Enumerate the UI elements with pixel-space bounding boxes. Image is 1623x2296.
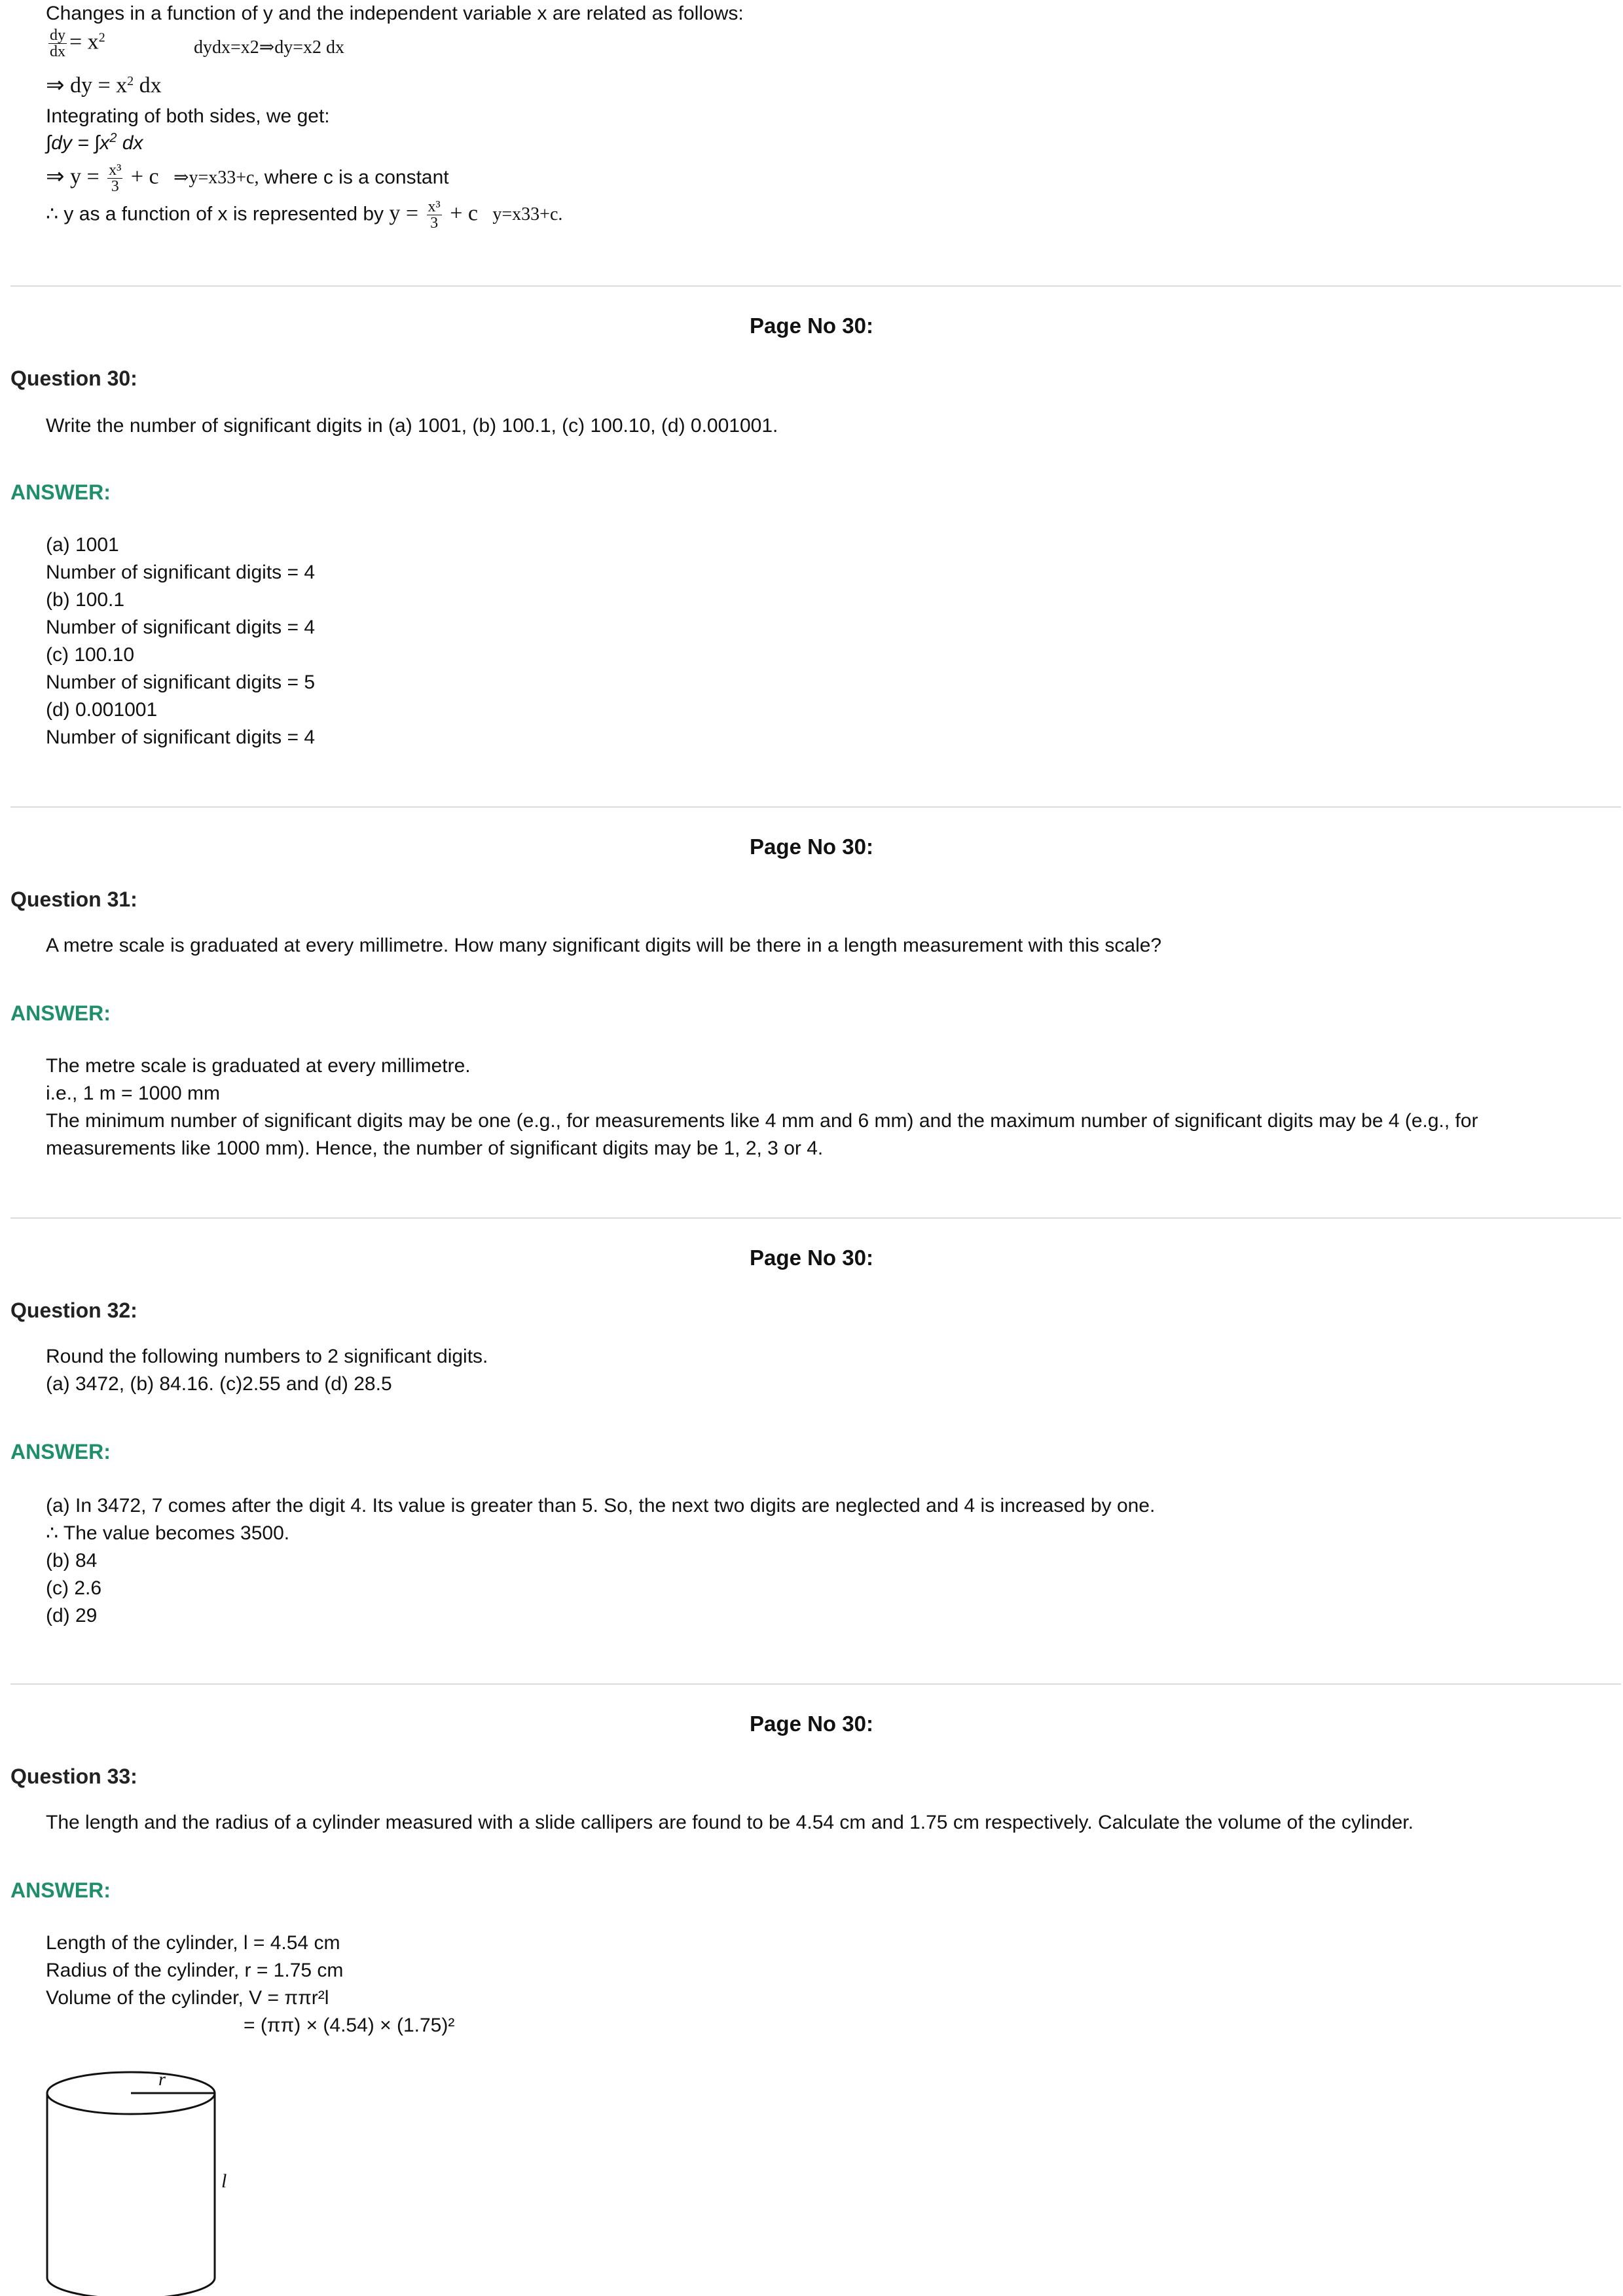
page-number: Page No 30: [750,314,873,338]
answer-text: (a) 1001 Number of significant digits = 4 (b) 100.1 Number of significant digits = 4 (c) 100.10 Number of significant digits = 5 (d) 0.001001 Number of significant digits = 4 [46,534,316,748]
question-heading: Question 31: [10,888,137,911]
answer-text: (a) In 3472, 7 comes after the digit 4. Its value is greater than 5. So, the next two digits are neglected and 4 is increased by one. ∴ The value becomes 3500. (b) 84 (c) 2.6 (d) 29 [46,1495,1156,1626]
integrating-line: Integrating of both sides, we get: [46,105,330,127]
page-number: Page No 30: [750,1246,873,1270]
question-text: Write the number of significant digits in (a) 1001, (b) 100.1, (c) 100.10, (d) 0.001001. [46,415,778,437]
cylinder-figure [39,2062,249,2296]
answer-heading: ANSWER: [10,480,111,504]
answer-text: Length of the cylinder, l = 4.54 cm Radius of the cylinder, r = 1.75 cm Volume of the cylinder, V = ππr²l = (ππ) × (4.54) × (1.75)² [46,1932,455,2036]
question-heading: Question 30: [10,367,137,390]
answer-heading: ANSWER: [10,1878,111,1902]
equation-dy: ⇒ dy = $x^2$ dx [46,73,162,98]
page-number: Page No 30: [750,1712,873,1736]
answer-text: The metre scale is graduated at every millimetre. i.e., 1 m = 1000 mm The minimum number of significant digits may be one (e.g., for measurements like 4 mm and 6 mm) and the maximum number of significant digits may be 4 (e.g., for measurements like 1000 mm). Hence, the number of significant digits may be 1, 2, 3 or 4. [46,1055,1478,1159]
divider [10,285,1621,287]
length-label: l [221,2170,227,2192]
integral-equation: $\int dy = \int x^2$ dx [46,131,143,154]
page-number: Page No 30: [750,834,873,859]
equation-dydx: $\frac{dy}{dx}$ = $x^2$ [50,27,105,60]
equation-alt-text: dydx=x2⇒dy=x2 dx [194,37,345,58]
cylinder-bottom-arc [47,2278,215,2296]
divider [10,1217,1621,1219]
question-text: The length and the radius of a cylinder measured with a slide callipers are found to be 4.54 cm and 1.75 cm respectively. Calculate the volume of the cylinder. [46,1812,1413,1833]
fraction: $\frac{dy}{dx}$ [50,27,65,60]
answer-heading: ANSWER: [10,1440,111,1463]
conclusion-line: ∴ y as a function of x is represented by y = $\frac{\text{x³}}{3}$ + c y=x33+c. [46,198,563,232]
answer-heading: ANSWER: [10,1001,111,1025]
question-heading: Question 33: [10,1765,137,1788]
question-text: Round the following numbers to 2 significant digits. (a) 3472, (b) 84.16. (c)2.55 and (d) 28.5 [46,1346,488,1395]
question-text: A metre scale is graduated at every millimetre. How many significant digits will be there in a length measurement with this scale? [46,935,1162,956]
divider [10,1683,1621,1685]
radius-label: r [158,2070,166,2090]
divider [10,806,1621,808]
intro-line: Changes in a function of y and the independent variable x are related as follows: [46,3,744,24]
question-heading: Question 32: [10,1299,137,1322]
equation-y: ⇒ y = $\frac{\text{x³}}{3}$ + c ⇒y=x33+c, where c is a constant [46,162,449,195]
